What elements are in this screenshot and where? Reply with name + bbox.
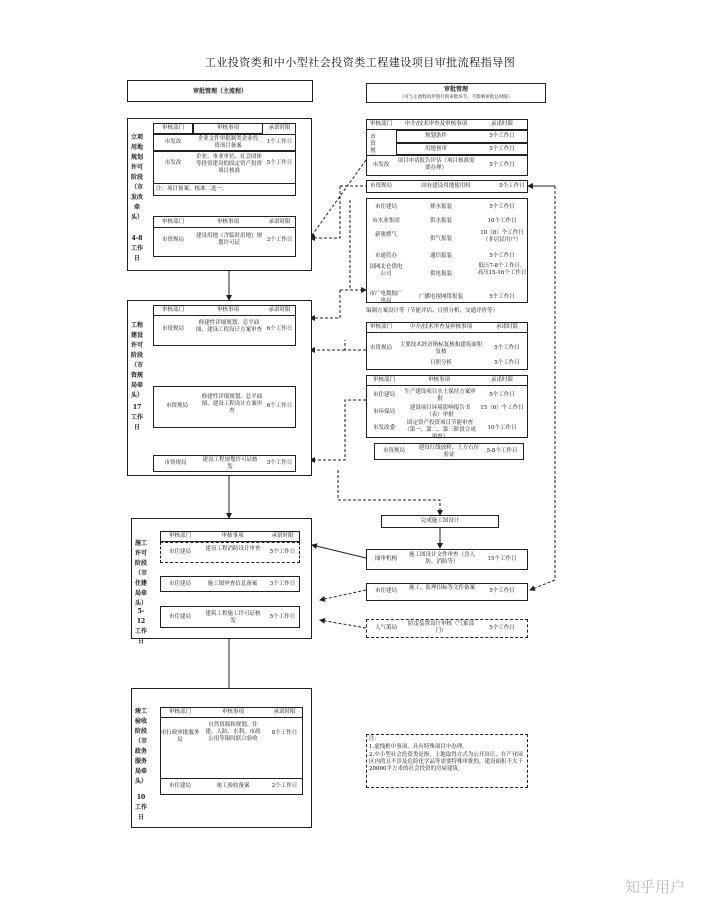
stage3-r1-matter: 建设工程消防设计审查 bbox=[205, 546, 261, 552]
stage4-side-label: 竣工验收阶段（市政务服务局牵头） bbox=[134, 708, 147, 785]
stage1-t1-r1-matter: 企业文件审批制类企业投资项目备案 bbox=[197, 136, 259, 149]
stage3-r3-matter: 建筑工程施工许可证核发 bbox=[205, 611, 261, 624]
stage3-col-matter: 审核事项 bbox=[221, 533, 244, 539]
right2-r1-time: 5个工作日 bbox=[489, 204, 515, 210]
stage1-t1-note: 注：项目备案、核准二选一。 bbox=[156, 186, 228, 192]
stage4-r1-matter: 自然资源和规划、住建、人防、水利、市政公用等限时联合验收 bbox=[205, 722, 261, 742]
right3-col-matter: 中介/技术审查及审核事项 bbox=[409, 324, 473, 330]
stage2-r3-time: 3个工作日 bbox=[266, 460, 293, 466]
right-check-matter: 国有建设用地使用权 bbox=[421, 183, 471, 189]
stage3-r1-dept: 市住建局 bbox=[168, 549, 191, 555]
right2-r1-dept: 市住建局 bbox=[374, 204, 397, 210]
right-check-time: 5个工作日 bbox=[499, 183, 525, 189]
right1-col-time: 承诺时限 bbox=[490, 121, 513, 127]
right-header-title: 审批管理 bbox=[443, 86, 468, 93]
stage2-r2-matter: 修建性详细规划、总平面图、建设工程设计方案审查 bbox=[201, 394, 263, 414]
right2-r3-dept: 新奥燃气 bbox=[374, 232, 397, 238]
right-review-matter: 施工图设计文件审查（含人防、消防等） bbox=[408, 552, 475, 565]
stage1-t2-col-time: 承诺时限 bbox=[268, 219, 291, 225]
right1-r3-matter: 项目申请报告评估（项目核准需要办理） bbox=[397, 158, 475, 171]
right3-r1-dept: 市资规局 bbox=[369, 345, 392, 351]
stage1-t1-col-matter: 审核事项 bbox=[216, 125, 239, 131]
right1-r3-dept: 市发改 bbox=[372, 162, 390, 168]
right4-r1-time: 5个工作日 bbox=[489, 392, 515, 398]
right4-r2-matter: 建设项目环境影响报告书（表）审批 bbox=[409, 405, 471, 418]
left-header-label: 审批管理（主流程） bbox=[192, 88, 247, 95]
stage1-side-label: 立项用地规划许可阶段（市发改牵头） bbox=[130, 134, 143, 221]
right3-r1-matter: 主要技术经济指标复核和建筑面积复核 bbox=[399, 342, 483, 355]
stage1-t2-col-matter: 审核事项 bbox=[216, 219, 239, 225]
notes-line-2: 2.中小型社会投资类是指，土地取得方式为公开出让，在产业园区内的且不涉及危险化学品等需要特殊审批的，建设面积不大于20000平方米的社会投资的房屋建筑。 bbox=[369, 752, 524, 772]
stage1-t1-r1-time: 1个工作日 bbox=[266, 139, 293, 145]
stage4-r1-dept: 市行政审批服务局 bbox=[160, 730, 200, 743]
stage3-r1-time: 5个工作日 bbox=[269, 549, 296, 555]
stage2-r2-time: 6个工作日 bbox=[266, 403, 293, 409]
right-review-dept: 图审机构 bbox=[374, 556, 397, 562]
right2-r4-dept: 市通管办 bbox=[374, 253, 397, 259]
stage4-col-time: 承诺时限 bbox=[273, 709, 296, 715]
stage4-r2-time: 2个工作日 bbox=[271, 783, 298, 789]
right-check-dept: 市资规局 bbox=[369, 183, 392, 189]
right-header bbox=[366, 83, 546, 103]
right2-r6-matter: 广播电视网络报装 bbox=[418, 294, 463, 300]
notes-line-1: 1.虚线框中事项，具有特殊项目中办理。 bbox=[369, 744, 468, 750]
right2-r5-time: 低压7-8个工作日，高压15-16个工作日 bbox=[477, 263, 527, 276]
stage3-col-dept: 审核部门 bbox=[168, 533, 191, 539]
stage1-t2-r1-matter: 建设用地（含临时用地）规划许可证 bbox=[196, 233, 263, 246]
notes-line-0: 注： bbox=[369, 736, 381, 742]
right1-r1-matter: 规划条件 bbox=[424, 133, 447, 139]
right2-r2-time: 10个工作日 bbox=[487, 218, 517, 224]
right-air-time: 5个工作日 bbox=[489, 625, 515, 631]
right3-col-dept: 审核部门 bbox=[369, 324, 392, 330]
right2-r2-matter: 供水报装 bbox=[429, 218, 452, 224]
right4-r3-dept: 市发改委 bbox=[372, 425, 395, 431]
right2-table bbox=[366, 198, 528, 303]
right2-r3-matter: 供气报装 bbox=[429, 236, 452, 242]
right1-col-dept: 审核部门 bbox=[369, 121, 392, 127]
stage4-days: 10工作日 bbox=[134, 794, 147, 821]
stage1-t2-r1-time: 3个工作日 bbox=[266, 237, 293, 243]
stage3-r3-dept: 市住建局 bbox=[168, 614, 191, 620]
stage3-r3-time: 5个工作日 bbox=[269, 614, 296, 620]
stage2-t1-r1-matter: 修建性详细规划、总平面图、建设工程设计方案审查 bbox=[196, 320, 263, 333]
stage1-t1-col-time: 承诺时限 bbox=[268, 125, 291, 131]
stage1-days: 4-8工作日 bbox=[130, 235, 143, 262]
right2-r4-time: 5个工作日 bbox=[489, 253, 515, 259]
right1-r2-matter: 用地预审 bbox=[424, 146, 447, 152]
stage1-t2-col-dept: 审核部门 bbox=[161, 219, 184, 225]
right-air-dept: 人气策局 bbox=[374, 625, 397, 631]
right4-r3-time: 10个工作日 bbox=[487, 425, 517, 431]
stage2-side-label: 工程建设许可阶段（市资规局牵头） bbox=[130, 322, 143, 399]
right2-r1-matter: 排水报装 bbox=[429, 204, 452, 210]
stage2-t1-col-time: 承诺时限 bbox=[268, 307, 291, 313]
stage3-col-time: 承诺时限 bbox=[271, 533, 294, 539]
right2-r4-matter: 通信报装 bbox=[429, 253, 452, 259]
stage2-t1-col-dept: 审核部门 bbox=[161, 307, 184, 313]
right1-r3-time: 5个工作日 bbox=[489, 162, 515, 168]
right4-footer-time: 5-8个工作日 bbox=[486, 448, 518, 454]
left-header bbox=[127, 80, 313, 102]
stage4-r2-dept: 市住建局 bbox=[168, 783, 191, 789]
right2-r3-time: 10（8）个工作日（非居民用户） bbox=[480, 230, 524, 243]
stage2-t1-col-matter: 审核事项 bbox=[216, 307, 239, 313]
right4-r1-dept: 市住建局 bbox=[372, 392, 395, 398]
stage1-t1-col-dept: 审核部门 bbox=[161, 125, 184, 131]
stage4-col-dept: 审核部门 bbox=[168, 709, 191, 715]
stage3-r2-dept: 市住建局 bbox=[168, 581, 191, 587]
right-air-matter: 防雷装置设计审核（气象部门） bbox=[408, 621, 475, 634]
right2-r5-dept: 国网北仑供电公司 bbox=[369, 264, 403, 277]
page-title: 工业投资类和中小型社会投资类工程建设项目审批流程指导图 bbox=[204, 56, 516, 69]
stage2-days: 17工作日 bbox=[130, 404, 143, 431]
right2-r2-dept: 市水业集团 bbox=[372, 218, 400, 224]
right4-r3-matter: 固定资产投资项目节能审查（第一、第二、第三阶段合成审查） bbox=[404, 420, 476, 440]
right-bid-time: 5个工作日 bbox=[489, 588, 515, 594]
stage1-t1-r2-matter: 企业、事业单位、社会团体等投资建设的固定资产投资项目核准 bbox=[196, 154, 263, 174]
right3-r1-time: 5个工作日 bbox=[494, 345, 520, 351]
stage2-t1-r1-dept: 市资规局 bbox=[161, 326, 184, 332]
right4-footer-matter: 建设红线放样、土方石位验证 bbox=[418, 445, 480, 458]
right-note: 编制方案设计等（节能评估、日照分析、交通评价等） bbox=[366, 308, 499, 314]
right-bid-matter: 施工、监理招标等文件备案 bbox=[408, 585, 475, 591]
stage1-t1-r2-time: 5个工作日 bbox=[266, 160, 293, 166]
stage1-t1-r2-dept: 市发改 bbox=[164, 160, 182, 166]
right-design-label: 完成施工图设计 bbox=[420, 518, 460, 524]
stage3-r2-time: 3个工作日 bbox=[269, 581, 296, 587]
stage1-t1-r1-dept: 市发改 bbox=[164, 139, 182, 145]
right4-footer-dept: 市资规局 bbox=[382, 448, 405, 454]
stage2-r3-dept: 市资规局 bbox=[164, 460, 187, 466]
right2-r6-dept: 市广电数据广电局 bbox=[369, 291, 403, 304]
stage4-col-matter: 审核事项 bbox=[221, 709, 244, 715]
right4-col-dept: 审核部门 bbox=[372, 377, 395, 383]
watermark-text: 知乎用户 bbox=[624, 878, 685, 896]
right4-col-matter: 审核事项 bbox=[427, 377, 450, 383]
right4-r1-matter: 生产建设项目水土保持方案审批 bbox=[404, 389, 476, 402]
right3-r2-matter: 日照分析 bbox=[429, 360, 452, 366]
right1-r1-time: 5个工作日 bbox=[489, 133, 515, 139]
right2-r6-time: 5个工作日 bbox=[489, 294, 515, 300]
stage4-r1-time: 8个工作日 bbox=[271, 730, 298, 736]
right1-col-matter: 中介/技术审查及审核事项 bbox=[404, 121, 468, 127]
right1-group-dept: 市资规 bbox=[370, 134, 376, 154]
stage3-side-label: 施工许可阶段（市住建局牵头） bbox=[134, 540, 147, 607]
stage4-r2-matter: 竣工验收备案 bbox=[216, 783, 250, 789]
right2-r5-matter: 供电报装 bbox=[429, 271, 452, 277]
right-header-subtitle: （可与主流程同步进行的审批环节，不影响审批总时限） bbox=[399, 95, 513, 100]
right1-r2-time: 5个工作日 bbox=[489, 146, 515, 152]
right-bid-dept: 市住建局 bbox=[374, 588, 397, 594]
stage3-r2-matter: 施工图审查信息备案 bbox=[207, 581, 258, 587]
stage3-days: 5-12工作日 bbox=[134, 608, 147, 645]
right4-r2-dept: 市环保局 bbox=[372, 409, 395, 415]
right3-r2-time: 5个工作日 bbox=[494, 360, 520, 366]
right3-col-time: 承诺时限 bbox=[495, 324, 518, 330]
right-review-time: 15个工作日 bbox=[487, 556, 517, 562]
right4-col-time: 承诺时限 bbox=[490, 377, 513, 383]
stage1-t2-r1-dept: 市资规局 bbox=[161, 237, 184, 243]
stage2-r2-dept: 市资规局 bbox=[165, 403, 188, 409]
stage2-t1-r1-time: 6个工作日 bbox=[266, 326, 293, 332]
right4-r2-time: 15（6）个工作日 bbox=[480, 405, 524, 411]
stage2-r3-matter: 建设工程规划许可证核发 bbox=[202, 457, 258, 470]
